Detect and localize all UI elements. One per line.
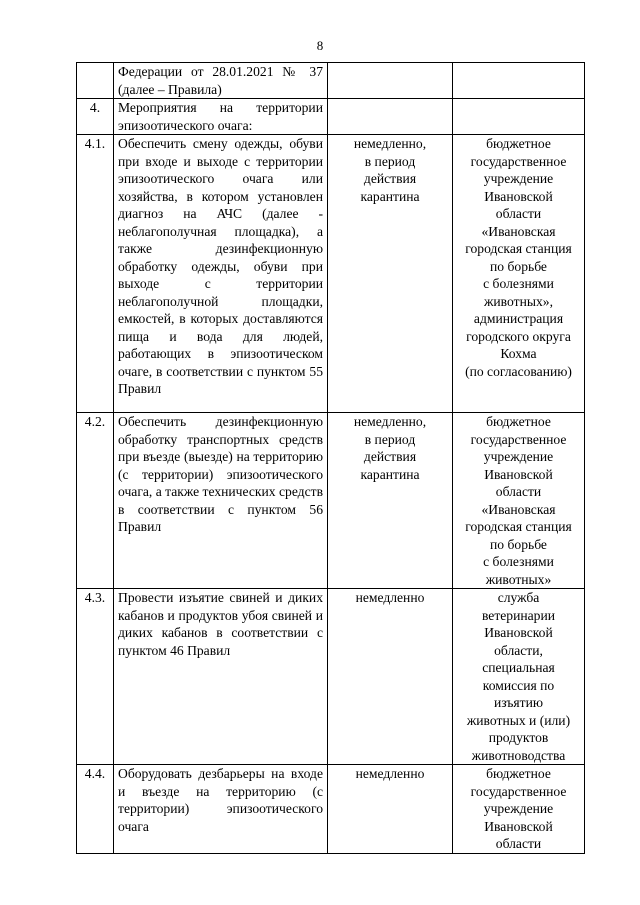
term-cell xyxy=(328,63,453,99)
table-row xyxy=(77,765,585,854)
term-cell xyxy=(328,99,453,135)
table-row xyxy=(77,99,585,135)
responsible-cell: бюджетное государственное учреждение Ивановской области xyxy=(453,765,585,854)
table-row xyxy=(77,589,585,765)
term-cell: немедленно, в период действия карантина xyxy=(328,413,453,589)
row-number: 4.4. xyxy=(77,765,114,854)
row-number: 4.1. xyxy=(77,135,114,413)
action-cell: Оборудовать дезбарьеры на входе и въезде на территорию (с территории) эпизоотического очага xyxy=(114,765,328,854)
responsible-cell xyxy=(453,99,585,135)
term-cell: немедленно, в период действия карантина xyxy=(328,135,453,413)
row-number: 4.3. xyxy=(77,589,114,765)
row-number: 4.2. xyxy=(77,413,114,589)
action-cell: Обеспечить смену одежды, обуви при входе и выходе с территории эпизоотического очага или хозяйства, в котором установлен диагноз на АЧС (далее - неблагополучная площадка), а также дезинфекционную обработку одежды, обуви при выходе с территории неблагополучной площадки, емкостей, в которых доставляются пища и вода для людей, работающих в эпизоотическом очаге, в соответствии с пунктом 55 Правил xyxy=(114,135,328,413)
table-row xyxy=(77,135,585,413)
term-cell: немедленно xyxy=(328,589,453,765)
responsible-cell xyxy=(453,63,585,99)
row-number xyxy=(77,63,114,99)
responsible-cell: бюджетное государственное учреждение Ивановской области «Ивановская городская станция по борьбе с болезнями животных», администрация городского округа Кохма (по согласованию) xyxy=(453,135,585,413)
responsible-cell: бюджетное государственное учреждение Ивановской области «Ивановская городская станция по борьбе с болезнями животных» xyxy=(453,413,585,589)
page-number: 8 xyxy=(316,38,324,53)
table-row xyxy=(77,63,585,99)
measures-table xyxy=(76,62,585,854)
row-number: 4. xyxy=(77,99,114,135)
responsible-cell: служба ветеринарии Ивановской области, специальная комиссия по изъятию животных и (или) продуктов животноводства xyxy=(453,589,585,765)
action-cell: Провести изъятие свиней и диких кабанов и продуктов убоя свиней и диких кабанов в соответствии с пунктом 46 Правил xyxy=(114,589,328,765)
action-cell: Федерации от 28.01.2021 № 37 (далее – Правила) xyxy=(114,63,328,99)
section-heading-cell: Мероприятия на территории эпизоотического очага: xyxy=(114,99,328,135)
action-cell: Обеспечить дезинфекционную обработку транспортных средств при въезде (выезде) на территорию (с территории) эпизоотического очага, а также технических средств в соответствии с пунктом 56 Правил xyxy=(114,413,328,589)
term-cell: немедленно xyxy=(328,765,453,854)
table-row xyxy=(77,413,585,589)
